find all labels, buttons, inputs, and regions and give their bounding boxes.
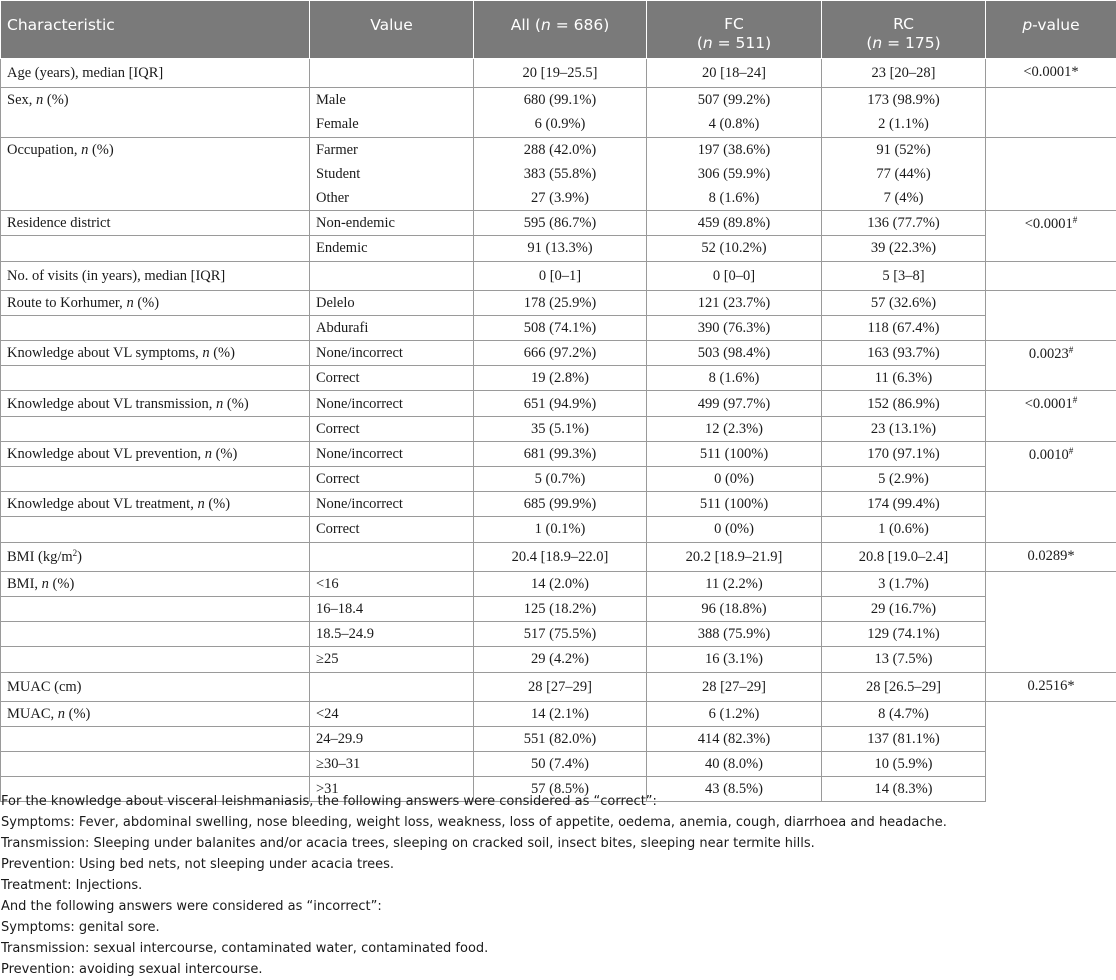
table-row <box>1 467 1116 492</box>
rc-cell: 173 (98.9%) <box>822 88 986 113</box>
value-cell: ≥25 <box>310 647 474 672</box>
all-cell: 651 (94.9%) <box>474 391 647 416</box>
header-row <box>1 1 1116 59</box>
all-cell: 27 (3.9%) <box>474 186 647 211</box>
table-row <box>1 647 1116 672</box>
rc-cell: 39 (22.3%) <box>822 236 986 261</box>
footnote-line: Treatment: Injections. <box>1 875 1111 896</box>
footnote-line: Transmission: sexual intercourse, contaminated water, contaminated food. <box>1 938 1111 959</box>
all-cell: 5 (0.7%) <box>474 467 647 492</box>
rc-cell: 23 [20–28] <box>822 59 986 88</box>
rc-cell: 7 (4%) <box>822 186 986 211</box>
rc-cell: 1 (0.6%) <box>822 517 986 542</box>
rc-cell: 152 (86.9%) <box>822 391 986 416</box>
all-cell: 6 (0.9%) <box>474 112 647 137</box>
fc-cell: 507 (99.2%) <box>647 88 822 113</box>
fc-cell: 414 (82.3%) <box>647 726 822 751</box>
all-cell: 288 (42.0%) <box>474 137 647 162</box>
table-row <box>1 701 1116 726</box>
characteristic-cell <box>1 517 310 542</box>
rc-cell: 10 (5.9%) <box>822 752 986 777</box>
table-row <box>1 726 1116 751</box>
fc-cell: 499 (97.7%) <box>647 391 822 416</box>
rc-cell: 14 (8.3%) <box>822 777 986 802</box>
fc-cell: 459 (89.8%) <box>647 211 822 236</box>
value-cell <box>310 59 474 88</box>
all-cell: 383 (55.8%) <box>474 162 647 186</box>
all-cell: 595 (86.7%) <box>474 211 647 236</box>
all-cell: 685 (99.9%) <box>474 492 647 517</box>
rc-cell: 5 [3–8] <box>822 261 986 290</box>
value-cell: ≥30–31 <box>310 752 474 777</box>
p-value-cell <box>986 88 1116 137</box>
characteristic-cell: Sex, n (%) <box>1 88 310 113</box>
characteristic-cell: BMI $(kg/m^2)$ <box>1 542 310 571</box>
table-row <box>1 391 1116 416</box>
value-cell: None/incorrect <box>310 441 474 466</box>
table-row <box>1 622 1116 647</box>
rc-cell: 23 (13.1%) <box>822 416 986 441</box>
characteristic-cell <box>1 752 310 777</box>
p-value-cell <box>986 261 1116 290</box>
p-value-cell: <0.0001# <box>986 391 1116 441</box>
rc-cell: 13 (7.5%) <box>822 647 986 672</box>
all-cell: 19 (2.8%) <box>474 366 647 391</box>
characteristic-cell: Knowledge about VL treatment, n (%) <box>1 492 310 517</box>
fc-cell: 388 (75.9%) <box>647 622 822 647</box>
characteristic-cell: Occupation, n (%) <box>1 137 310 162</box>
p-value-cell: 0.2516* <box>986 672 1116 701</box>
rc-cell: 170 (97.1%) <box>822 441 986 466</box>
characteristic-cell: Knowledge about VL transmission, n (%) <box>1 391 310 416</box>
value-cell: <16 <box>310 571 474 596</box>
all-cell: 681 (99.3%) <box>474 441 647 466</box>
rc-cell: 91 (52%) <box>822 137 986 162</box>
rc-cell: 174 (99.4%) <box>822 492 986 517</box>
characteristic-cell: Knowledge about VL symptoms, n (%) <box>1 341 310 366</box>
value-cell: 16–18.4 <box>310 596 474 621</box>
table-row <box>1 517 1116 542</box>
all-cell: 0 [0–1] <box>474 261 647 290</box>
characteristic-cell <box>1 186 310 211</box>
header-p-value: p-value <box>986 1 1116 59</box>
footnote-line: And the following answers were considered as “incorrect”: <box>1 896 1111 917</box>
characteristic-cell: MUAC (cm) <box>1 672 310 701</box>
fc-cell: 8 (1.6%) <box>647 366 822 391</box>
p-value-cell: <0.0001* <box>986 59 1116 88</box>
fc-cell: 20 [18–24] <box>647 59 822 88</box>
table-row <box>1 261 1116 290</box>
characteristic-cell <box>1 596 310 621</box>
header-value: Value <box>310 1 474 59</box>
fc-cell: 4 (0.8%) <box>647 112 822 137</box>
table-row <box>1 88 1116 113</box>
table-row <box>1 672 1116 701</box>
header-fc: FC (n = 511) <box>647 1 822 59</box>
footnote-line: Transmission: Sleeping under balanites and/or acacia trees, sleeping on cracked soil, insect bites, sleeping near termite hills. <box>1 833 1111 854</box>
all-cell: 57 (8.5%) <box>474 777 647 802</box>
table-row <box>1 137 1116 162</box>
value-cell: >31 <box>310 777 474 802</box>
table-row <box>1 112 1116 137</box>
rc-cell: 2 (1.1%) <box>822 112 986 137</box>
value-cell: Female <box>310 112 474 137</box>
all-cell: 91 (13.3%) <box>474 236 647 261</box>
all-cell: 29 (4.2%) <box>474 647 647 672</box>
rc-cell: 3 (1.7%) <box>822 571 986 596</box>
table-row <box>1 341 1116 366</box>
value-cell <box>310 542 474 571</box>
value-cell <box>310 261 474 290</box>
table-row <box>1 236 1116 261</box>
rc-cell: 77 (44%) <box>822 162 986 186</box>
p-value-cell <box>986 137 1116 211</box>
table-row <box>1 752 1116 777</box>
fc-cell: 0 (0%) <box>647 467 822 492</box>
rc-cell: 20.8 [19.0–2.4] <box>822 542 986 571</box>
table-row <box>1 441 1116 466</box>
characteristic-cell <box>1 726 310 751</box>
rc-cell: 11 (6.3%) <box>822 366 986 391</box>
characteristic-cell <box>1 315 310 340</box>
rc-cell: 163 (93.7%) <box>822 341 986 366</box>
value-cell: Correct <box>310 517 474 542</box>
footnote-line: Symptoms: Fever, abdominal swelling, nose bleeding, weight loss, weakness, loss of appetite, oedema, anemia, cough, diarrhoea and headache. <box>1 812 1111 833</box>
fc-cell: 511 (100%) <box>647 492 822 517</box>
characteristic-cell <box>1 366 310 391</box>
value-cell: None/incorrect <box>310 492 474 517</box>
characteristic-cell: MUAC, n (%) <box>1 701 310 726</box>
value-cell: Correct <box>310 467 474 492</box>
all-cell: 125 (18.2%) <box>474 596 647 621</box>
p-value-cell: <0.0001# <box>986 211 1116 261</box>
footnote-line: For the knowledge about visceral leishmaniasis, the following answers were considered as “correct”: <box>1 791 1111 812</box>
p-value-cell <box>986 701 1116 802</box>
fc-cell: 20.2 [18.9–21.9] <box>647 542 822 571</box>
table-row <box>1 596 1116 621</box>
all-cell: 35 (5.1%) <box>474 416 647 441</box>
rc-cell: 137 (81.1%) <box>822 726 986 751</box>
rc-cell: 28 [26.5–29] <box>822 672 986 701</box>
header-all: All (n = 686) <box>474 1 647 59</box>
p-value-cell: 0.0023# <box>986 341 1116 391</box>
rc-cell: 8 (4.7%) <box>822 701 986 726</box>
value-cell: Abdurafi <box>310 315 474 340</box>
all-cell: 20 [19–25.5] <box>474 59 647 88</box>
fc-cell: 6 (1.2%) <box>647 701 822 726</box>
value-cell: Student <box>310 162 474 186</box>
characteristic-cell <box>1 236 310 261</box>
rc-cell: 5 (2.9%) <box>822 467 986 492</box>
rc-cell: 129 (74.1%) <box>822 622 986 647</box>
table-row <box>1 542 1116 571</box>
p-value-cell <box>986 290 1116 340</box>
table-row <box>1 186 1116 211</box>
characteristic-cell: No. of visits (in years), median [IQR] <box>1 261 310 290</box>
all-cell: 14 (2.0%) <box>474 571 647 596</box>
rc-cell: 136 (77.7%) <box>822 211 986 236</box>
header-rc: RC (n = 175) <box>822 1 986 59</box>
value-cell: None/incorrect <box>310 391 474 416</box>
all-cell: 680 (99.1%) <box>474 88 647 113</box>
table-row <box>1 366 1116 391</box>
footnote-line: Prevention: avoiding sexual intercourse. <box>1 959 1111 980</box>
fc-cell: 503 (98.4%) <box>647 341 822 366</box>
characteristic-cell <box>1 622 310 647</box>
value-cell: <24 <box>310 701 474 726</box>
all-cell: 551 (82.0%) <box>474 726 647 751</box>
p-value-cell: 0.0010# <box>986 441 1116 491</box>
all-cell: 517 (75.5%) <box>474 622 647 647</box>
value-cell: Endemic <box>310 236 474 261</box>
table-row <box>1 571 1116 596</box>
table-row <box>1 315 1116 340</box>
value-cell: Other <box>310 186 474 211</box>
value-cell: Correct <box>310 366 474 391</box>
characteristic-cell: BMI, n (%) <box>1 571 310 596</box>
value-cell: 24–29.9 <box>310 726 474 751</box>
characteristic-cell: Knowledge about VL prevention, n (%) <box>1 441 310 466</box>
rc-cell: 57 (32.6%) <box>822 290 986 315</box>
rc-cell: 29 (16.7%) <box>822 596 986 621</box>
fc-cell: 197 (38.6%) <box>647 137 822 162</box>
value-cell: Non-endemic <box>310 211 474 236</box>
header-characteristic: Characteristic <box>1 1 310 59</box>
value-cell: None/incorrect <box>310 341 474 366</box>
footnote-line: Symptoms: genital sore. <box>1 917 1111 938</box>
fc-cell: 28 [27–29] <box>647 672 822 701</box>
p-value-cell: 0.0289* <box>986 542 1116 571</box>
fc-cell: 96 (18.8%) <box>647 596 822 621</box>
table-row <box>1 290 1116 315</box>
value-cell: 18.5–24.9 <box>310 622 474 647</box>
all-cell: 28 [27–29] <box>474 672 647 701</box>
all-cell: 1 (0.1%) <box>474 517 647 542</box>
characteristic-cell: Route to Korhumer, n (%) <box>1 290 310 315</box>
characteristic-cell <box>1 162 310 186</box>
table-footnotes <box>1 791 1111 980</box>
all-cell: 666 (97.2%) <box>474 341 647 366</box>
fc-cell: 0 [0–0] <box>647 261 822 290</box>
all-cell: 50 (7.4%) <box>474 752 647 777</box>
fc-cell: 8 (1.6%) <box>647 186 822 211</box>
all-cell: 508 (74.1%) <box>474 315 647 340</box>
all-cell: 178 (25.9%) <box>474 290 647 315</box>
characteristic-cell <box>1 647 310 672</box>
fc-cell: 43 (8.5%) <box>647 777 822 802</box>
p-value-cell <box>986 571 1116 672</box>
table-row <box>1 162 1116 186</box>
fc-cell: 16 (3.1%) <box>647 647 822 672</box>
table-row <box>1 59 1116 88</box>
rc-cell: 118 (67.4%) <box>822 315 986 340</box>
value-cell: Male <box>310 88 474 113</box>
fc-cell: 511 (100%) <box>647 441 822 466</box>
value-cell: Delelo <box>310 290 474 315</box>
fc-cell: 390 (76.3%) <box>647 315 822 340</box>
fc-cell: 121 (23.7%) <box>647 290 822 315</box>
fc-cell: 52 (10.2%) <box>647 236 822 261</box>
characteristic-cell: Residence district <box>1 211 310 236</box>
value-cell: Farmer <box>310 137 474 162</box>
characteristic-cell <box>1 467 310 492</box>
all-cell: 20.4 [18.9–22.0] <box>474 542 647 571</box>
table-row <box>1 492 1116 517</box>
footnote-line: Prevention: Using bed nets, not sleeping under acacia trees. <box>1 854 1111 875</box>
fc-cell: 306 (59.9%) <box>647 162 822 186</box>
fc-cell: 0 (0%) <box>647 517 822 542</box>
all-cell: 14 (2.1%) <box>474 701 647 726</box>
characteristic-cell: Age (years), median [IQR] <box>1 59 310 88</box>
fc-cell: 12 (2.3%) <box>647 416 822 441</box>
characteristic-cell <box>1 112 310 137</box>
table-row <box>1 211 1116 236</box>
value-cell: Correct <box>310 416 474 441</box>
fc-cell: 11 (2.2%) <box>647 571 822 596</box>
fc-cell: 40 (8.0%) <box>647 752 822 777</box>
value-cell <box>310 672 474 701</box>
characteristic-cell <box>1 416 310 441</box>
p-value-cell <box>986 492 1116 542</box>
table-row <box>1 416 1116 441</box>
